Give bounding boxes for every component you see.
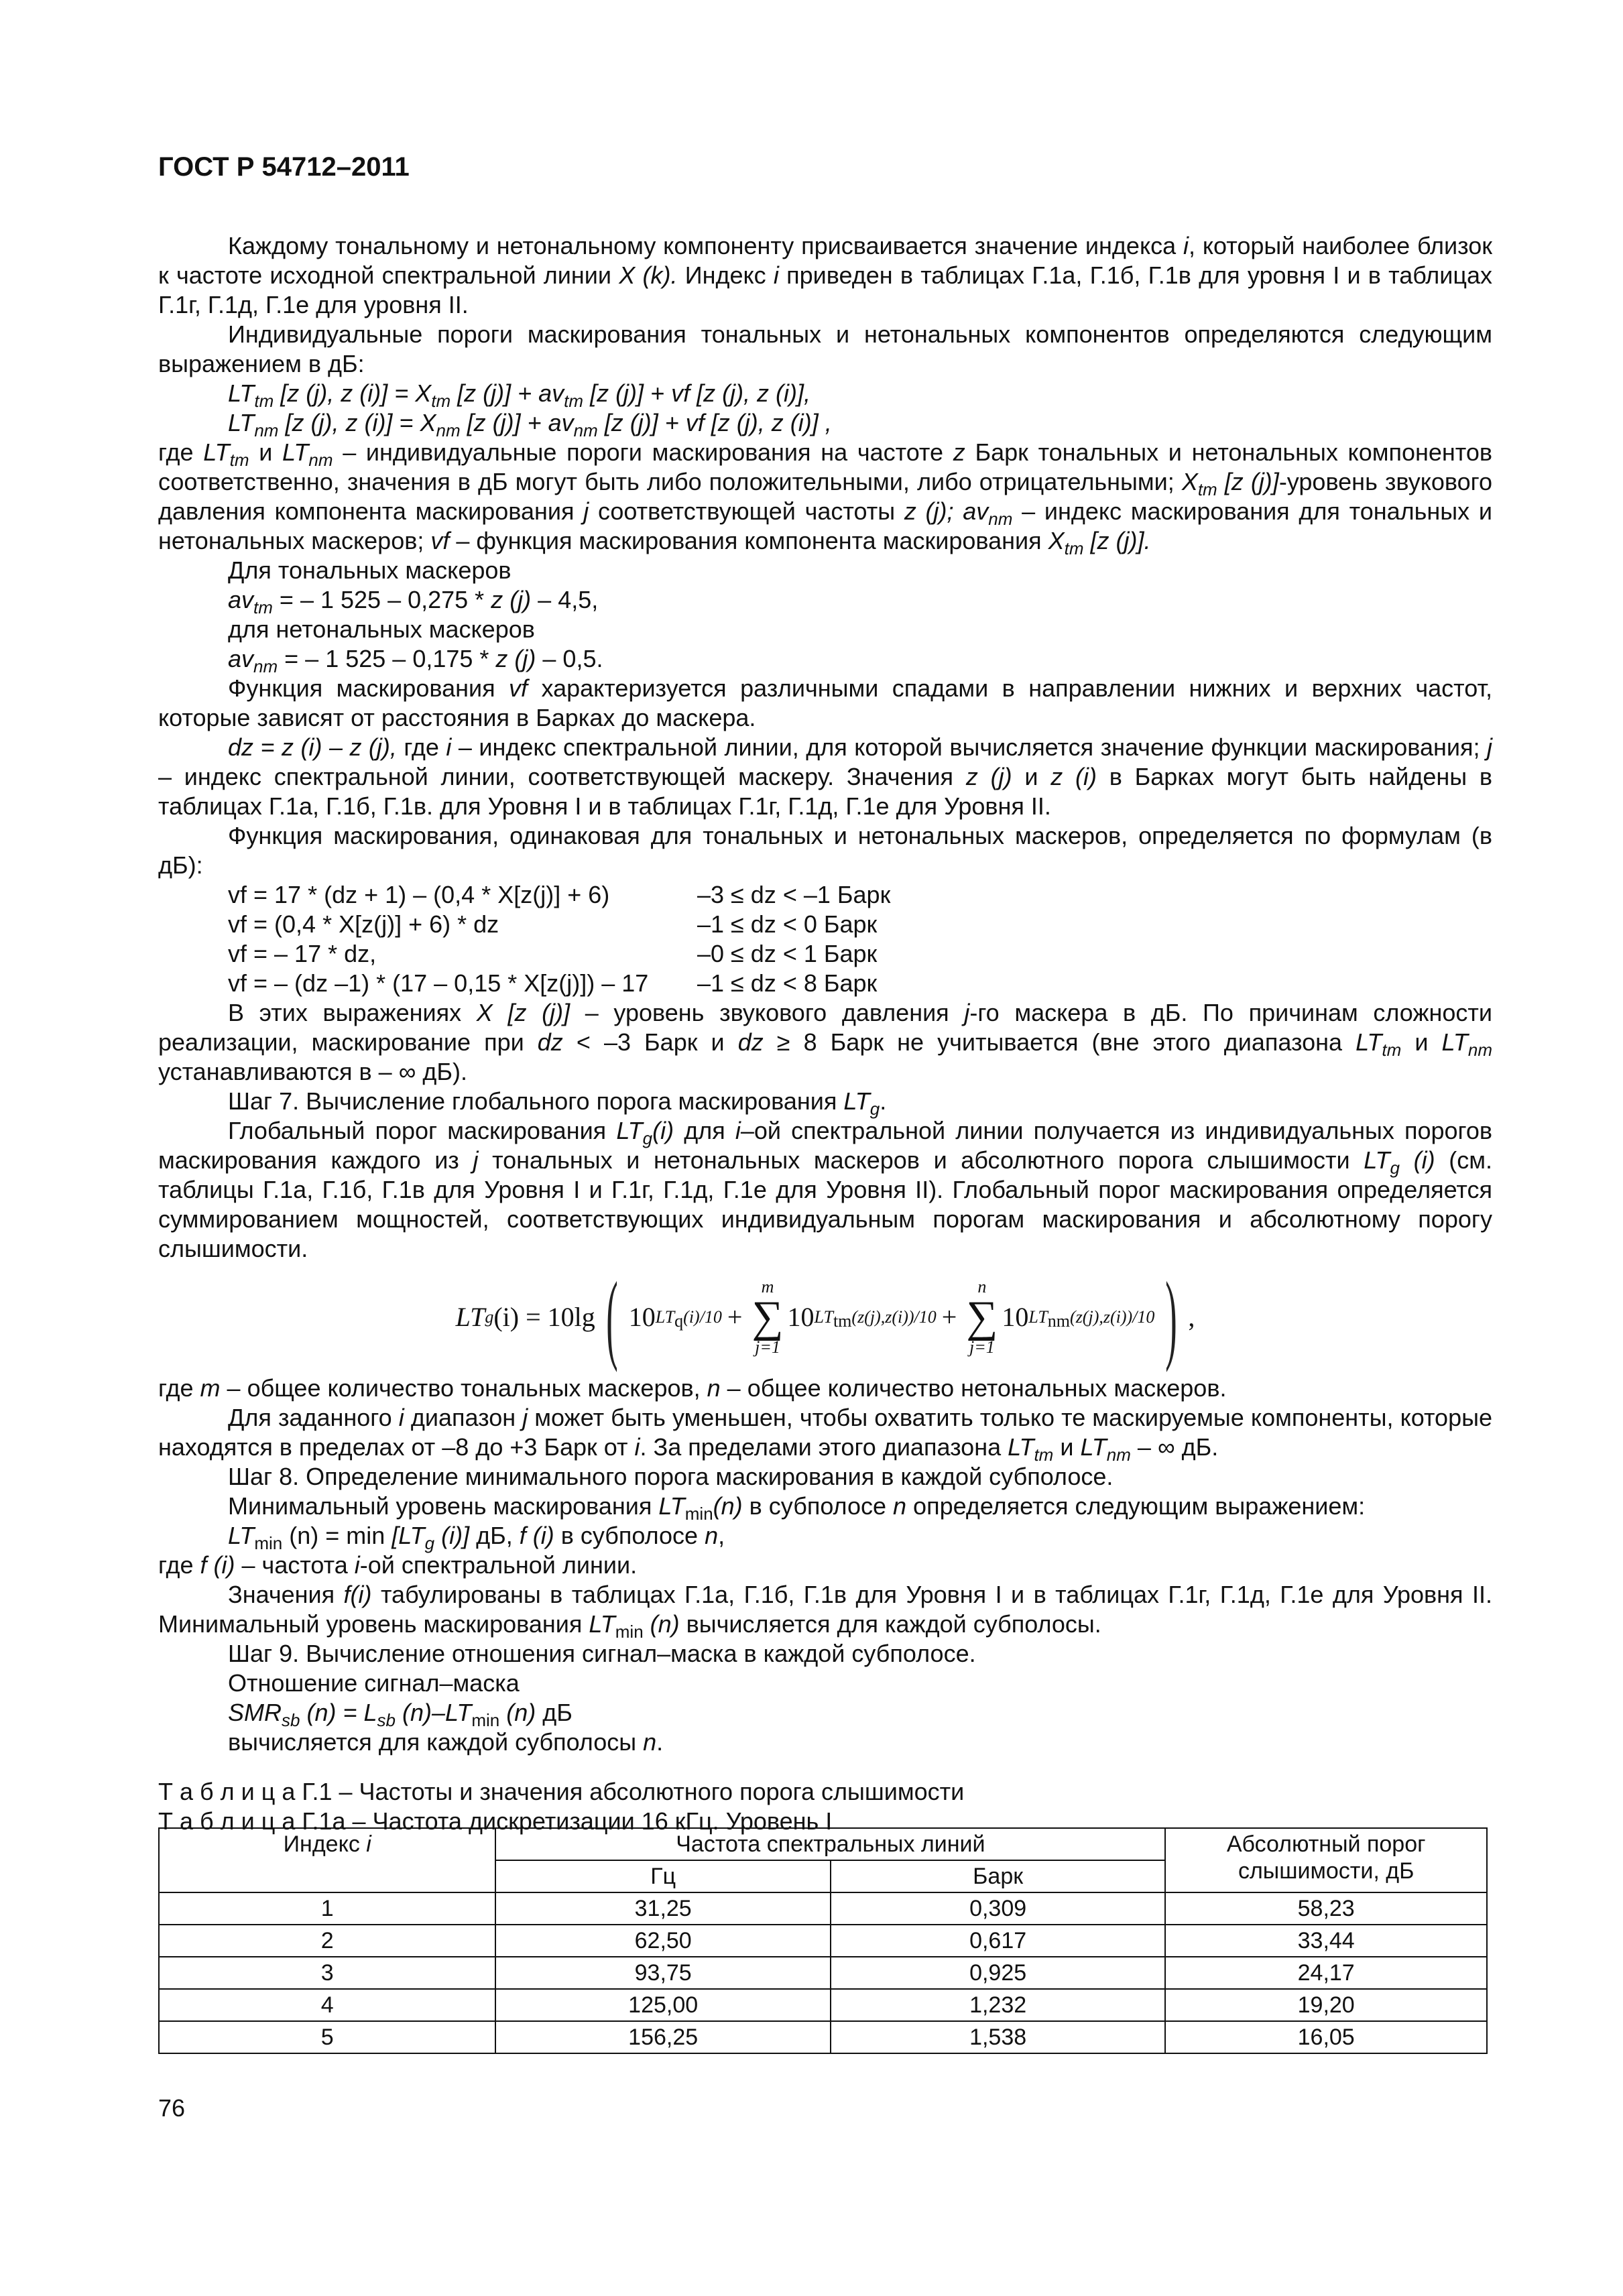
table-caption-g1a: Т а б л и ц а Г.1а – Частота дискретизации 16 кГц. Уровень I [158,1807,833,1835]
step-9-heading: Шаг 9. Вычисление отношения сигнал–маска в каждой субполосе. [228,1640,976,1667]
column-header-hz: Гц [495,1860,830,1892]
equation-lt-nm: $LT_{nm}$ [z (j), z $(i)] = X_{nm}$ [z $(j)] + av_{nm}$ [z (j)] + vf [z (j), z (i)] , [228,409,832,441]
label-tonal-maskers: Для тональных маскеров [228,556,512,584]
vf-row: vf = (0,4 * X[z(j)] + 6) * dz –1 ≤ dz < 0 Барк [228,910,878,938]
vf-row: vf = – 17 * dz, –0 ≤ dz < 1 Барк [228,940,878,967]
step-7-heading: Шаг 7. Вычисление глобального порога маскирования $LT_g$. [228,1087,887,1120]
left-paren: ( [606,1262,618,1373]
paragraph-smr-each: вычисляется для каждой субполосы n. [228,1728,664,1756]
paragraph-global-threshold: Глобальный порог маскирования $LT_g(i)$ для i–ой спектральной линии получается из индивидуальных порогов маскирования каждого из j тональных и нетональных маскеров и абсолютного порога слышимости $LT_g$ (i) (см. таблицы Г.1а, Г.1б, Г.1в для Уровня I и Г.1г, Г.1д, Г.1е для Уровня II). Глобальный порог маскирования определяется суммированием мощностей, соответствующих индивидуальным порогам маскирования и абсолютному порогу слышимости. [158,1117,1493,1262]
paragraph-f-values: Значения f(i) табулированы в таблицах Г.1а, Г.1б, Г.1в для Уровня I и в таблицах Г.1г, Г.1д, Г.1е для Уровня II. Минимальный уровень маскирования $LT_{min}$ (n) вычисляется для каждой субполосы. [158,1581,1492,1642]
equation-lt-min: $LT_{min}$ $(n) = \min [LT_g$ (i)] дБ, f (i) в субполосе n, [228,1522,725,1554]
right-paren: ) [1165,1262,1178,1373]
sum-nontonal: n ∑ j=1 [966,1277,998,1357]
vf-row: vf = – (dz –1) * (17 – 0,15 * X[z(j)]) – 17 –1 ≤ dz < 8 Барк [228,969,878,997]
equation-lt-tm: $LT_{tm}$ [z (j), z $(i)] = X_{tm}$ [z $(j)] + av_{tm}$ [z (j)] + vf [z (j), z (i)], [228,379,811,412]
paragraph-where-m-n: где m – общее количество тональных маскеров, n – общее количество нетональных маскеров. [158,1374,1227,1402]
label-nontonal-maskers: для нетональных маскеров [228,615,535,643]
label-smr: Отношение сигнал–маска [228,1669,520,1697]
column-header-index: Индекс i [159,1828,495,1892]
table-row: 1 31,25 0,309 58,23 [159,1892,1487,1925]
column-header-threshold: Абсолютный порог слышимости, дБ [1165,1828,1487,1892]
table-row: 5 156,25 1,538 16,05 [159,2021,1487,2053]
table-row: 3 93,75 0,925 24,17 [159,1957,1487,1989]
paragraph-vf-formulas: Функция маскирования, одинаковая для тональных и нетональных маскеров, определяется по формулам (в дБ): [158,822,1492,879]
vf-row: vf = 17 * (dz + 1) – (0,4 * X[z(j)] + 6) –3 ≤ dz < –1 Барк [228,881,891,908]
paragraph-dz: dz = z (i) – z (j), где i – индекс спектральной линии, для которой вычисляется значение функции маскирования; j – индекс спектральной линии, соответствующей маскеру. Значения z (j) и z (i) в Барках могут быть найдены в таблицах Г.1а, Г.1б, Г.1в. для Уровня I и в таблицах Г.1г, Г.1д, Г.1е для Уровня II. [158,733,1493,820]
global-threshold-formula: LT g (i) = 10lg ( 10 $LT_q(i)/10$ + m ∑ j=1 10 $LT_{tm}(z(j),z(i))/10$ + n ∑ j=1 10 $LT_{nm}(z(j),z(i))/10$ ) , [455,1262,1195,1373]
equation-av-nm: $av_{nm}$ = – 1 525 – 0,175 * z (j) – 0,5. [228,645,603,677]
paragraph-expressions-note: В этих выражениях X [z (j)] – уровень звукового давления j-го маскера в дБ. По причинам сложности реализации, маскирование при dz < –3 Барк и dz ≥ 8 Барк не учитывается (вне этого диапазона $LT_{tm}$ и $LT_{nm}$ устанавливаются в – ∞ дБ). [158,999,1493,1085]
paragraph-min-level: Минимальный уровень маскирования $LT_{min}(n)$ в субполосе n определяется следующим выражением: [228,1492,1366,1524]
paragraph-index-assignment: Каждому тональному и нетональному компоненту присваивается значение индекса i, который наиболее близок к частоте исходной спектральной линии X (k). Индекс i приведен в таблицах Г.1а, Г.1б, Г.1в для уровня I и в таблицах Г.1г, Г.1д, Г.1е для уровня II. [158,232,1492,318]
page-number: 76 [158,2094,186,2122]
step-8-heading: Шаг 8. Определение минимального порога маскирования в каждой субполосе. [228,1463,1114,1490]
paragraph-individual-thresholds: Индивидуальные пороги маскирования тональных и нетональных компонентов определяются следующим выражением в дБ: [158,320,1492,377]
frequency-table [158,1827,1488,2054]
table-caption-g1: Т а б л и ц а Г.1 – Частоты и значения абсолютного порога слышимости [158,1778,965,1805]
document-body [158,231,1492,1836]
paragraph-range-j: Для заданного i диапазон j может быть уменьшен, чтобы охватить только те маскируемые компоненты, которые находятся в пределах от –8 до +3 Барк от i. За пределами этого диапазона $LT_{tm}$ и $LT_{nm}$ – ∞ дБ. [158,1404,1492,1465]
table-row: 4 125,00 1,232 19,20 [159,1989,1487,2021]
paragraph-where-lt: где $LT_{tm}$ и $LT_{nm}$ – индивидуальные пороги маскирования на частоте z Барк тональных и нетональных компонентов соответственно, значения в дБ могут быть либо положительными, либо отрицательными; $X_{tm}$ [z (j)]-уровень звукового давления компонента маскирования j соответствующей частоты z (j); $av_{nm}$ – индекс маскирования для тональных и нетональных маскеров; vf – функция маскирования компонента маскирования $X_{tm}$ [z (j)]. [158,438,1493,559]
document-header: ГОСТ Р 54712–2011 [158,152,410,182]
table-row: 2 62,50 0,617 33,44 [159,1925,1487,1957]
equation-smr: $SMR_{sb}$ $(n) = L_{sb}$ $(n)-LT_{min}$ (n) дБ [228,1699,573,1731]
paragraph-masking-function: Функция маскирования vf характеризуется различными спадами в направлении нижних и верхних частот, которые зависят от расстояния в Барках до маскера. [158,674,1492,731]
sum-tonal: m ∑ j=1 [752,1277,784,1357]
column-header-frequency: Частота спектральных линий [495,1828,1165,1860]
paragraph-where-f: где f (i) – частота i-ой спектральной линии. [158,1551,638,1579]
column-header-bark: Барк [831,1860,1165,1892]
equation-av-tm: $av_{tm}$ = – 1 525 – 0,275 * z (j) – 4,5, [228,586,599,618]
